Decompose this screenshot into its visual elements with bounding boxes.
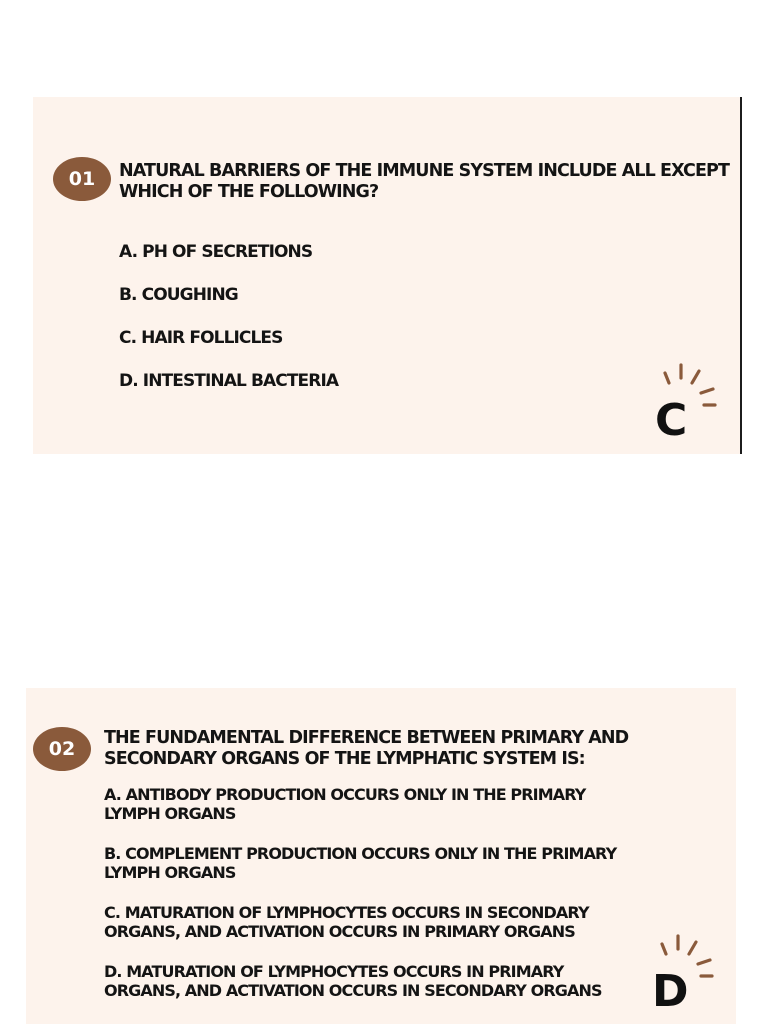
option-c: C. MATURATION OF LYMPHOCYTES OCCURS IN SECONDARY ORGANS, AND ACTIVATION OCCURS IN PRIMARY ORGANS (104, 903, 589, 941)
answer-letter: D (652, 966, 688, 1017)
option-a: A. ANTIBODY PRODUCTION OCCURS ONLY IN THE PRIMARY LYMPH ORGANS (104, 785, 586, 823)
option-c: C. HAIR FOLLICLES (119, 328, 283, 348)
question-card-2 (26, 688, 736, 1024)
option-b: B. COMPLEMENT PRODUCTION OCCURS ONLY IN THE PRIMARY LYMPH ORGANS (104, 844, 617, 882)
answer-indicator (644, 932, 724, 1022)
answer-indicator (647, 361, 727, 451)
question-text: THE FUNDAMENTAL DIFFERENCE BETWEEN PRIMARY AND SECONDARY ORGANS OF THE LYMPHATIC SYSTEM IS: (104, 728, 629, 769)
option-a: A. PH OF SECRETIONS (119, 242, 313, 262)
question-number-badge: 02 (33, 727, 91, 771)
question-text: NATURAL BARRIERS OF THE IMMUNE SYSTEM INCLUDE ALL EXCEPT WHICH OF THE FOLLOWING? (119, 161, 730, 202)
option-d: D. INTESTINAL BACTERIA (119, 371, 339, 391)
option-d: D. MATURATION OF LYMPHOCYTES OCCURS IN PRIMARY ORGANS, AND ACTIVATION OCCURS IN SECONDARY ORGANS (104, 962, 602, 1000)
option-b: B. COUGHING (119, 285, 238, 305)
question-number-badge: 01 (53, 157, 111, 201)
answer-letter: C (655, 395, 687, 446)
question-card-1 (33, 97, 742, 454)
